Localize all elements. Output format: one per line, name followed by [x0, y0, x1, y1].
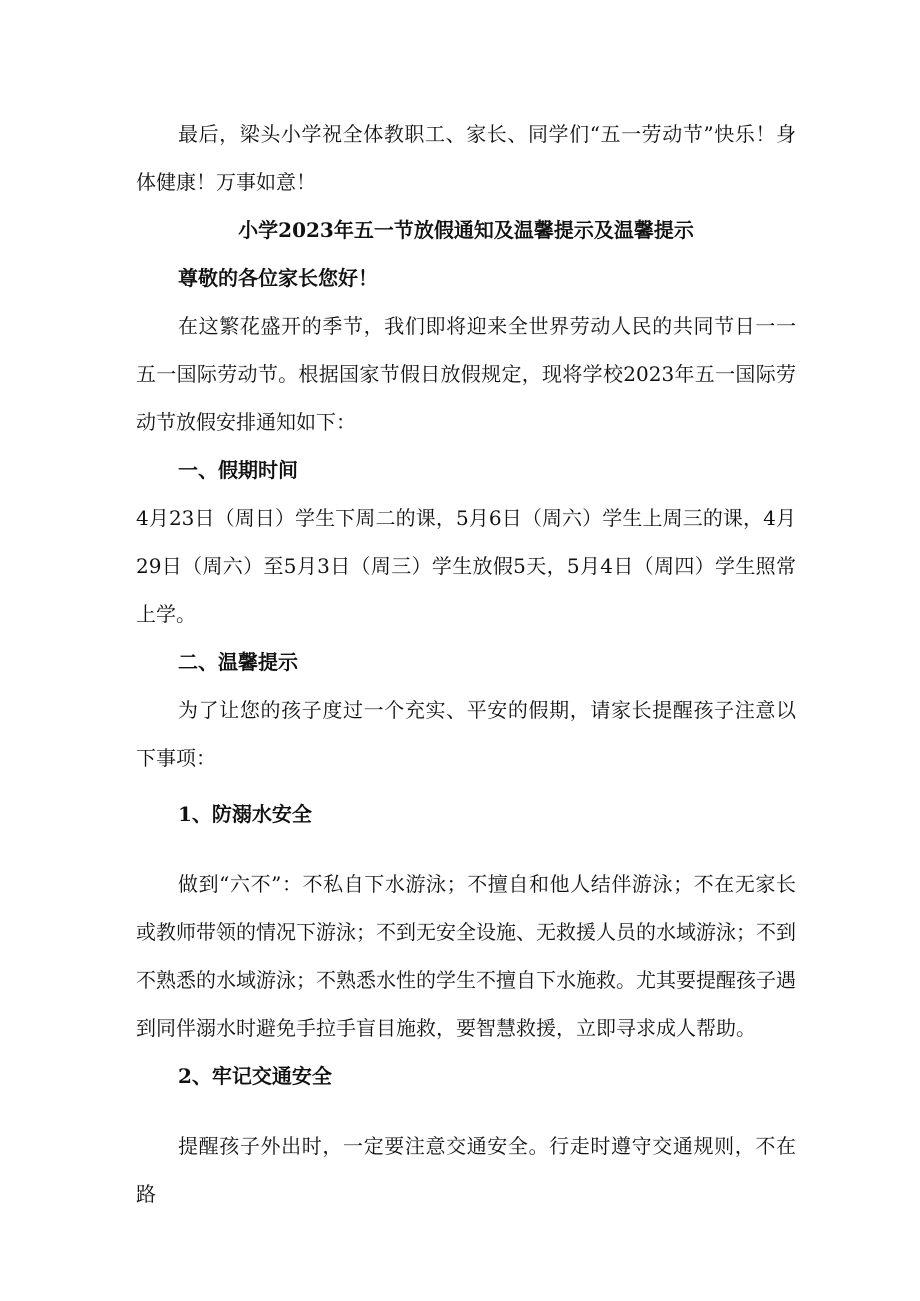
intro-paragraph: 在这繁花盛开的季节，我们即将迎来全世界劳动人民的共同节日一一五一国际劳动节。根据国家节假日放假规定，现将学校2023年五一国际劳动节放假安排通知如下： — [136, 314, 796, 434]
closing-paragraph: 最后，梁头小学祝全体教职工、家长、同学们“五一劳动节”快乐！身体健康！万事如意！ — [136, 122, 796, 194]
item-heading-drowning-safety: 1、防溺水安全 — [178, 802, 312, 826]
section-heading-tips: 二、温馨提示 — [178, 650, 298, 674]
greeting: 尊敬的各位家长您好！ — [178, 266, 378, 290]
traffic-safety-paragraph: 提醒孩子外出时，一定要注意交通安全。行走时遵守交通规则，不在路 — [136, 1134, 796, 1206]
tips-intro-paragraph: 为了让您的孩子度过一个充实、平安的假期，请家长提醒孩子注意以下事项： — [136, 698, 796, 770]
drowning-safety-paragraph: 做到“六不”：不私自下水游泳；不擅自和他人结伴游泳；不在无家长或教师带领的情况下游泳；不到无安全设施、无救援人员的水域游泳；不到不熟悉的水域游泳；不熟悉水性的学生不擅自下水施救。尤其要提醒孩子遇到同伴溺水时避免手拉手盲目施救，要智慧救援，立即寻求成人帮助。 — [136, 872, 796, 1040]
document-title: 小学2023年五一节放假通知及温馨提示及温馨提示 — [238, 218, 694, 242]
item-heading-traffic-safety: 2、牢记交通安全 — [178, 1064, 332, 1088]
section-heading-vacation-time: 一、假期时间 — [178, 458, 298, 482]
vacation-time-paragraph: 4月23日（周日）学生下周二的课，5月6日（周六）学生上周三的课，4月29日（周六）至5月3日（周三）学生放假5天，5月4日（周四）学生照常上学。 — [136, 506, 796, 626]
